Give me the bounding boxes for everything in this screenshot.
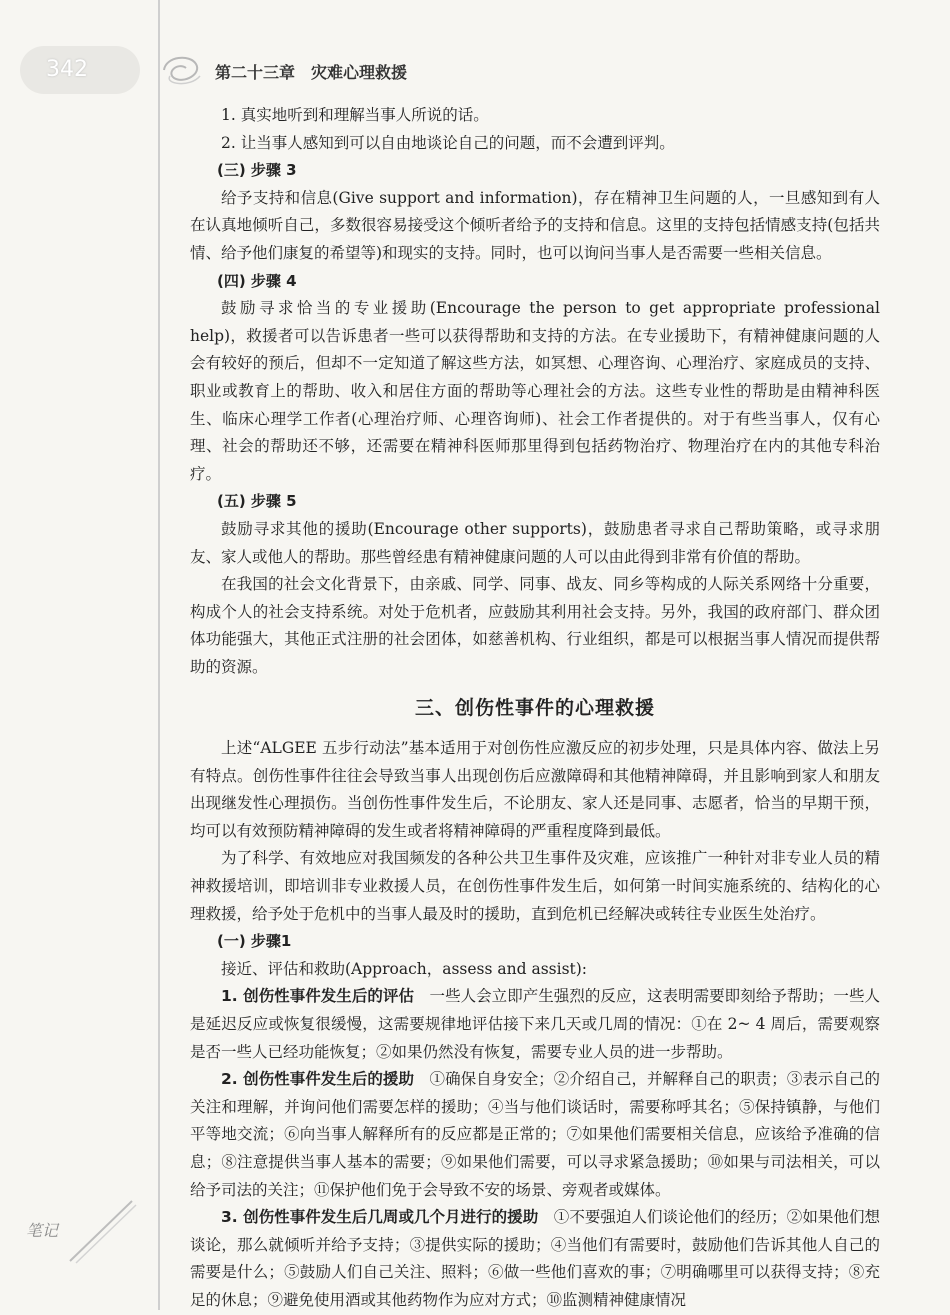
item2-paragraph xyxy=(190,1066,880,1204)
step4-paragraph: 鼓励寻求恰当的专业援助(Encourage the person to get appropriate professional help)，救援者可以告诉患者一些可以获得帮助和支持的方法。在专业援助下，有精神健康问题的人会有较好的预后，但却不一定知道了解这些方法，如冥想、心理咨询、心理治疗、家庭成员的支持、职业或教育上的帮助、收入和居住方面的帮助等心理社会的方法。这些专业性的帮助是由精神科医生、临床心理学工作者(心理治疗师、心理咨询师)、社会工作者提供的。对于有些当事人，仅有心理、社会的帮助还不够，还需要在精神科医师那里得到包括药物治疗、物理治疗在内的其他专科治疗。 xyxy=(190,299,880,483)
notes-label: 笔记 xyxy=(26,1221,59,1240)
item3-text: ①不要强迫人们谈论他们的经历；②如果他们想谈论，那么就倾听并给予支持；③提供实际的援助；④当他们有需要时，鼓励他们告诉其他人自己的需要是什么；⑤鼓励人们自己关注、照料；⑥做一些他们喜欢的事；⑦明确哪里可以获得支持；⑧充足的休息；⑨避免使用酒或其他药物作为应对方式；⑩监测精神健康情况 xyxy=(190,1208,880,1309)
page-number: 342 xyxy=(46,57,88,82)
item1-paragraph xyxy=(190,983,880,1066)
item1-text: 一些人会立即产生强烈的反应，这表明需要即刻给予帮助；一些人是延迟反应或恢复很缓慢，这需要规律地评估接下来几天或几周的情况：①在 2~ 4 周后，需要观察是否一些人已经功能恢复；②如果仍然没有恢复，需要专业人员的进一步帮助。 xyxy=(190,987,880,1061)
step3-heading: (三) 步骤 3 xyxy=(217,161,297,180)
list-item: 1. 真实地听到和理解当事人所说的话。 xyxy=(221,106,489,124)
item3-paragraph xyxy=(190,1204,880,1314)
pencil-icon xyxy=(60,1195,140,1265)
step5-paragraph: 鼓励寻求其他的援助(Encourage other supports)，鼓励患者寻求自己帮助策略，或寻求朋友、家人或他人的帮助。那些曾经患有精神健康问题的人可以由此得到非常有价值的帮助。 xyxy=(190,519,880,566)
sub1-heading: (一) 步骤1 xyxy=(217,932,292,951)
page-body xyxy=(190,102,880,1315)
item1-title: 1. 创伤性事件发生后的评估 xyxy=(221,987,414,1006)
item3-title: 3. 创伤性事件发生后几周或几个月进行的援助 xyxy=(221,1208,539,1227)
chapter-swirl-icon xyxy=(160,50,204,90)
item2-text: ①确保自身安全；②介绍自己，并解释自己的职责；③表示自己的关注和理解，并询问他们需要怎样的援助；④当与他们谈话时，需要称呼其名；⑤保持镇静，与他们平等地交流；⑥向当事人解释所有的反应都是正常的；⑦如果他们需要相关信息，应该给予准确的信息；⑧注意提供当事人基本的需要；⑨如果他们需要，可以寻求紧急援助；⑩如果与司法相关，可以给予司法的关注；⑪保护他们免于会导致不安的场景、旁观者或媒体。 xyxy=(190,1070,880,1199)
social-support-paragraph: 在我国的社会文化背景下，由亲戚、同学、同事、战友、同乡等构成的人际关系网络十分重要，构成个人的社会支持系统。对处于危机者，应鼓励其利用社会支持。另外，我国的政府部门、群众团体功能强大，其他正式注册的社会团体，如慈善机构、行业组织，都是可以根据当事人情况而提供帮助的资源。 xyxy=(190,575,880,676)
section-title: 三、创伤性事件的心理救援 xyxy=(414,697,655,720)
sub1-intro: 接近、评估和救助(Approach，assess and assist): xyxy=(221,959,588,978)
section3-paragraph-2: 为了科学、有效地应对我国频发的各种公共卫生事件及灾难，应该推广一种针对非专业人员的精神救援培训，即培训非专业救援人员，在创伤性事件发生后，如何第一时间实施系统的、结构化的心理救援，给予处于危机中的当事人最及时的援助，直到危机已经解决或转往专业医生处治疗。 xyxy=(190,849,880,923)
step4-heading: (四) 步骤 4 xyxy=(217,271,297,290)
page-number-badge xyxy=(20,46,140,94)
step3-paragraph: 给予支持和信息(Give support and information)，存在精神卫生问题的人，一旦感知到有人在认真地倾听自己，多数很容易接受这个倾听者给予的支持和信息。这里的支持包括情感支持(包括共情、给予他们康复的希望等)和现实的支持。同时，也可以询问当事人是否需要一些相关信息。 xyxy=(190,188,880,262)
item2-title: 2. 创伤性事件发生后的援助 xyxy=(221,1070,414,1089)
list-item: 2. 让当事人感知到可以自由地谈论自己的问题，而不会遭到评判。 xyxy=(221,133,675,152)
step5-heading: (五) 步骤 5 xyxy=(217,492,297,511)
chapter-title: 第二十三章 灾难心理救援 xyxy=(215,63,408,82)
margin-divider xyxy=(158,0,160,1310)
section3-paragraph-1: 上述“ALGEE 五步行动法”基本适用于对创伤性应激反应的初步处理，只是具体内容、做法上另有特点。创伤性事件往往会导致当事人出现创伤后应激障碍和其他精神障碍，并且影响到家人和朋友出现继发性心理损伤。当创伤性事件发生后，不论朋友、家人还是同事、志愿者，恰当的早期干预，均可以有效预防精神障碍的发生或者将精神障碍的严重程度降到最低。 xyxy=(190,739,880,840)
